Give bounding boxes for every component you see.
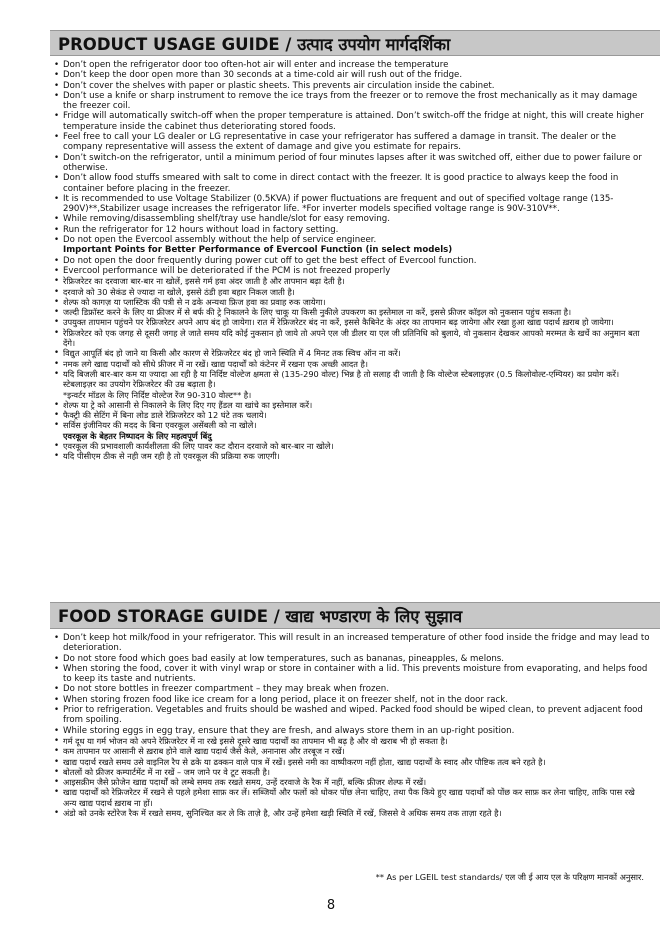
list-item: • खाद्य पदार्थ रखते समय उसे वाइनिल रैप से ढके या ढक्कन वाले पात्र में रखें। इससे नमी का वाष्पीकरण नहीं होता, खाद्य पदार्थों के स्वाद और पौष्टिक तत्व बने रहते है। [54, 757, 650, 767]
list-item: Important Points for Better Performance of Evercool Function (in select models) [63, 245, 453, 256]
list-item: • जल्दी डिफ्रॉस्ट करने के लिए या फ्रीजर में से बर्फ की ट्रे निकालने के लिए चाकू या किसी नुकीले उपकरण का इस्तेमाल ना करें, इससे फ्रीजर कॉइल को नुकसान पहुंच सकता है। [54, 307, 650, 317]
list-item: • खाद्य पदार्थों को रेफ्रिजरेटर में रखने से पहले हमेशा साफ़ कर लें। सब्जियों और फलों को धोकर पोंछ लेना चाहिए, तथा पैक किये हुए खाद्य पदार्थों को पोंछ कर साफ़ कर लेना चाहिए, ताकि पास रखे अन्य खाद्य पदार्थ ख़राब ना हों। [54, 787, 650, 808]
list-item: • बोतलों को फ्रीजर कम्पार्टमेंट में ना रखें – जम जाने पर वे टूट सकती है। [54, 767, 650, 777]
list-item: • Evercool performance will be deteriorated if the PCM is not freezed properly [54, 266, 650, 276]
food-storage-guide-title: FOOD STORAGE GUIDE / खाद्य भण्डारण के लिए सुझाव [50, 602, 660, 629]
product-usage-guide-title: PRODUCT USAGE GUIDE / उत्पाद उपयोग मार्गदर्शिका [50, 30, 660, 56]
list-item: • Don’t cover the shelves with paper or plastic sheets. This prevents air circulation inside the cabinet. [54, 81, 650, 91]
list-item: • विद्युत आपूर्ति बंद हो जाने या किसी और कारण से रेफ्रिजरेटर बंद हो जाने स्थिति में 4 मिनट तक स्विच ऑन ना करें। [54, 348, 650, 358]
product-usage-list [54, 60, 650, 462]
list-item: • कम तापमान पर आसानी से ख़राब होने वाले खाद्य पदार्थ जैसे केले, अनानास और तरबूज न रखें। [54, 746, 650, 756]
list-item: • Don’t keep the door open more than 30 seconds at a time-cold air will rush out of the fridge. [54, 70, 650, 80]
list-item: • गर्म दूध या गर्म भोजन को अपने रेफ्रिजरेटर में ना रखे इससे दूसरे खाद्य पदार्थों का तापमान भी बढ़ है और वो खराब भी हो सकता है। [54, 736, 650, 746]
list-item: • Prior to refrigeration. Vegetables and fruits should be washed and wiped. Packed food should be wiped clean, to prevent adjacent food from spoiling. [54, 705, 650, 726]
list-item: • शेल्फ या ट्रे को आसानी से निकालने के लिए दिए गए हैंडल या खांचे का इस्तेमाल करें। [54, 400, 650, 410]
list-item: • Don’t use a knife or sharp instrument to remove the ice trays from the freezer or to remove the frost mechanically as it may damage the freezer coil. [54, 91, 650, 112]
list-item: • Don’t allow food stuffs smeared with salt to come in direct contact with the freezer. It is good practice to always keep the food in container before placing in the freezer. [54, 173, 650, 194]
list-item: • Do not store bottles in freezer compartment – they may break when frozen. [54, 684, 650, 694]
list-item: • While removing/disassembling shelf/tray use handle/slot for easy removing. [54, 214, 650, 224]
list-item: • फैक्ट्री की सेटिंग में बिना लोड डाले रेफ्रिजरेटर को 12 घंटे तक चलाये। [54, 410, 650, 420]
list-item: • When storing frozen food like ice cream for a long period, place it on freezer shelf, not in the door rack. [54, 695, 650, 705]
list-item: • नमक लगे खाद्य पदार्थों को सीधे फ्रीजर में ना रखें। खाद्य पदार्थों को कंटेनर में रखना एक अच्छी आदत है। [54, 359, 650, 369]
list-item: • Don’t switch-on the refrigerator, until a minimum period of four minutes lapses after it was switched off, either due to power failure or otherwise. [54, 153, 650, 174]
list-item: • रेफ्रिजरेटर को एक जगह से दूसरी जगह ले जाते समय यदि कोई नुकसान हो जाये तो अपने एल जी डीलर या एल जी प्रतिनिधि को बुलाये, वो नुकसान देखकर आपको मरम्मत के खर्चे का अनुमान बता देंगे। [54, 328, 650, 349]
food-storage-list [54, 633, 650, 818]
list-item: • दरवाजे को 30 सेकंड से ज्यादा ना खोले, इससे ठंडी हवा बहार निकल जाती है। [54, 287, 650, 297]
list-item: • रेफ्रिजरेटर का दरवाजा बार-बार ना खोलें, इससे गर्म हवा अंदर जाती है और तापमान बढ़ा देती है। [54, 276, 650, 286]
list-item: • आइसक्रीम जैसे फ्रोजेन खाद्य पदार्थों को लम्बे समय तक रखते समय, उन्हें दरवाजे के रैक में नहीं, बल्कि फ्रीजर शेल्फ में रखें। [54, 777, 650, 787]
list-item: • While storing eggs in egg tray, ensure that they are fresh, and always store them in an up-right position. [54, 726, 650, 736]
list-item: • When storing the food, cover it with vinyl wrap or store in container with a lid. This prevents moisture from evaporating, and helps food to keep its taste and nutrients. [54, 664, 650, 685]
list-item: • Do not store food which goes bad easily at low temperatures, such as bananas, pineapples, & melons. [54, 654, 650, 664]
list-item: • यदि पीसीएम ठीक से नही जम रही है तो एवरकूल की प्रक्रिया रुक जाएगी। [54, 451, 650, 461]
list-item: • Feel free to call your LG dealer or LG representative in case your refrigerator has suffered a damage in transit. The dealer or the company representative will assess the extent of damage and give you estimate for repairs. [54, 132, 650, 153]
list-item: एवरकूल के बेहतर निष्पादन के लिए महत्वपूर्ण बिंदु [63, 430, 212, 441]
list-item: • एवरकूल की प्रभावशाली कार्यशीलता की लिए पावर कट दौरान दरवाजे को बार-बार ना खोले। [54, 441, 650, 451]
list-item: • Fridge will automatically switch-off when the proper temperature is attained. Don’t switch-off the fridge at night, this will create higher temperature inside the cabinet thus deteriorating stored foods. [54, 111, 650, 132]
list-item: • अंडो को उनके स्टोरेज रैक में रखते समय, सुनिश्चित कर ले कि ताज़े है, और उन्हें हमेशा खड़ी स्थिति में रखें, जिससे वे अधिक समय तक ताज़ा रहते है। [54, 808, 650, 818]
list-item: • सर्विस इंजीनियर की मदद के बिना एवरकूल असेंबली को ना खोले। [54, 420, 650, 430]
list-item: • उपयुक्त तापमान पहुंचने पर रेफ्रिजरेटर अपने आप बंद हो जायेगा। रात में रेफ्रिजरेटर बंद ना करें, इससे कैबिनेट के अंदर का तापमान बढ़ जायेगा और रखा हुआ खाद्य पदार्थ ख़राब हो जायेगा। [54, 317, 650, 327]
list-item: • It is recommended to use Voltage Stabilizer (0.5KVA) if power fluctuations are frequent and out of specified voltage range (135-290V)**,Stabilizer usage increases the refrigerator life. *For inverter models specified voltage range is 90V-310V**. [54, 194, 650, 215]
test-standards-note: ** As per LGEIL test standards/ एल जी ई आय एल के परिक्षण मानकों अनुसार. [375, 872, 644, 882]
list-item: • Do not open the Evercool assembly without the help of service engineer. [54, 235, 650, 245]
page-number: 8 [326, 898, 336, 913]
list-item: • शेल्फ को कागज़ या प्लास्टिक की पत्री से न ढके अन्यथा फ्रिज हवा का प्रवाह रुक जायेगा। [54, 297, 650, 307]
list-item: • Run the refrigerator for 12 hours without load in factory setting. [54, 225, 650, 235]
list-item: • यदि बिजली बार-बार कम या ज्यादा आ रही है या निर्दिष्ट वोल्टेज क्षमता से (135-290 वोल्ट) भिन्न है तो सलाह दी जाती है कि वोल्टेज स्टेबलाइज़र (0.5 किलोवोल्ट-एम्पियर) का प्रयोग करें। स्टेबलाइज़र का उपयोग रेफ्रिजरेटर की उम्र बढ़ाता है। [54, 369, 650, 390]
list-item: • Don’t open the refrigerator door too often-hot air will enter and increase the temperature [54, 60, 650, 70]
list-item: • Don’t keep hot milk/food in your refrigerator. This will result in an increased temperature of other food inside the fridge and may lead to deterioration. [54, 633, 650, 654]
list-item: *इन्वर्टर मॉडल के लिए निर्दिष्ट वोल्टेज रेंज 90-310 वोल्ट** है। [63, 389, 252, 400]
list-item: • Do not open the door frequently during power cut off to get the best effect of Evercool function. [54, 256, 650, 266]
